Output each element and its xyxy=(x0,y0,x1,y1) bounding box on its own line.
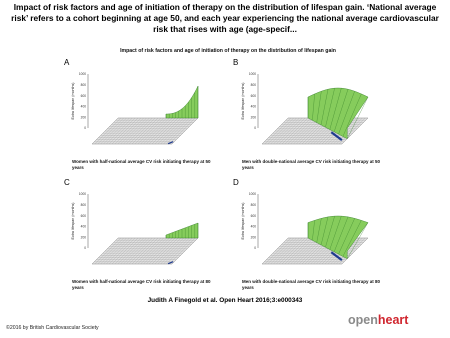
panel-letter-c: C xyxy=(64,178,70,187)
z-tick-label: 1000 xyxy=(248,192,256,197)
z-tick-label: 0 xyxy=(254,126,256,131)
caption-d: Men with double-national average CV risk initiating therapy at 80 years xyxy=(242,279,381,290)
z-tick-label: 400 xyxy=(80,224,86,229)
citation: Judith A Finegold et al. Open Heart 2016;3:e000343 xyxy=(147,297,303,304)
z-tick-label: 400 xyxy=(250,104,256,109)
z-tick-label: 200 xyxy=(80,235,86,240)
z-axis-label: Extra lifespan (months) xyxy=(241,82,245,120)
z-tick-label: 800 xyxy=(250,83,256,87)
panel-letter-d: D xyxy=(233,178,239,187)
z-tick-label: 1000 xyxy=(78,72,86,77)
openheart-logo xyxy=(348,313,408,327)
z-tick-label: 800 xyxy=(80,203,86,207)
z-tick-label: 1000 xyxy=(78,192,86,197)
surface-plot-d xyxy=(236,186,371,278)
z-tick-label: 1000 xyxy=(248,72,256,77)
z-tick-label: 0 xyxy=(84,246,86,251)
caption-c: Women with half-national average CV risk initiating therapy at 80 years xyxy=(72,279,211,290)
copyright-notice: ©2016 by British Cardiovascular Society xyxy=(6,325,99,331)
surface-plot-c xyxy=(66,186,201,278)
z-tick-label: 600 xyxy=(80,93,86,98)
panel-letter-b: B xyxy=(233,58,239,67)
panel-letter-a: A xyxy=(64,58,70,67)
logo-text-open: open xyxy=(348,313,378,327)
slide-title: Impact of risk factors and age of initiation of therapy on the distribution of lifespan gain. ‘National average risk’ refers to a cohort beginning at age 50, and each year experiencing the national average cardiovascular risk that rises with age (age-specif... xyxy=(11,2,439,35)
z-tick-label: 800 xyxy=(80,83,86,87)
z-axis-label: Extra lifespan (months) xyxy=(71,82,75,120)
z-tick-label: 600 xyxy=(250,213,256,218)
surface-plot-a xyxy=(66,66,201,158)
caption-a: Women with half-national average CV risk initiating therapy at 50 years xyxy=(72,159,211,170)
z-tick-label: 600 xyxy=(80,213,86,218)
z-tick-label: 800 xyxy=(250,203,256,207)
logo-text-heart: heart xyxy=(377,313,409,327)
z-tick-label: 0 xyxy=(84,126,86,131)
z-tick-label: 0 xyxy=(254,246,256,251)
z-tick-label: 200 xyxy=(250,235,256,240)
z-tick-label: 400 xyxy=(250,224,256,229)
z-tick-label: 600 xyxy=(250,93,256,98)
surface-plot-b xyxy=(236,66,371,158)
figure-title: Impact of risk factors and age of initiation of therapy on the distribution of lifespan gain xyxy=(120,48,336,54)
z-axis-label: Extra lifespan (months) xyxy=(71,202,75,240)
z-tick-label: 200 xyxy=(80,115,86,120)
z-axis-label: Extra lifespan (months) xyxy=(241,202,245,240)
z-tick-label: 400 xyxy=(80,104,86,109)
z-tick-label: 200 xyxy=(250,115,256,120)
caption-b: Men with double-national average CV risk initiating therapy at 50 years xyxy=(242,159,381,170)
